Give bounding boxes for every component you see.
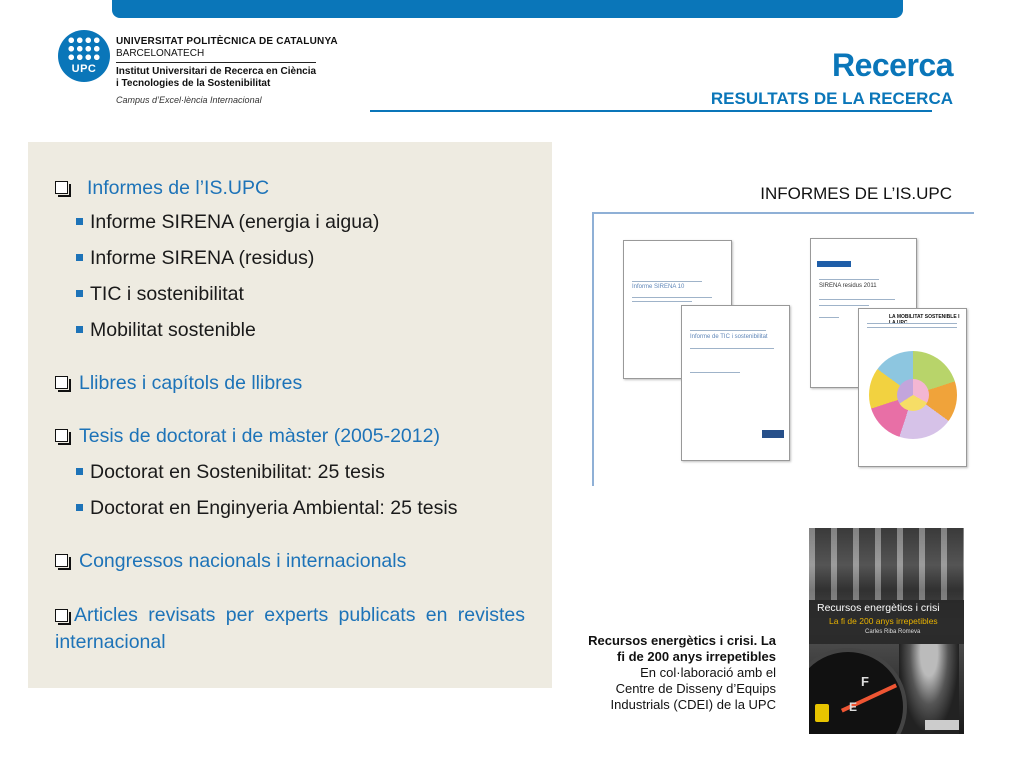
institute-line-1: Institut Universitari de Recerca en Ciència xyxy=(116,66,317,77)
book-cover-title: Recursos energètics i crisi xyxy=(817,602,940,614)
results-list xyxy=(55,176,525,656)
upc-logo xyxy=(58,30,110,82)
caption-title-2: fi de 200 anys irrepetibles xyxy=(617,649,776,664)
square-bullet-icon xyxy=(76,326,83,333)
caption-line: Industrials (CDEI) de la UPC xyxy=(610,697,776,712)
university-subname: BARCELONATECH xyxy=(116,48,205,59)
mobility-wheel-graphic xyxy=(869,351,957,439)
list-item-llibres xyxy=(55,371,525,395)
list-item-articles xyxy=(55,602,525,656)
subitem-label: Doctorat en Enginyeria Ambiental: 25 tesis xyxy=(90,497,458,519)
subitem-label: TIC i sostenibilitat xyxy=(90,283,244,305)
book-caption xyxy=(556,633,776,713)
list-item-informes xyxy=(55,176,525,200)
subitem-label: Mobilitat sostenible xyxy=(90,319,256,341)
university-name: UNIVERSITAT POLITÈCNICA DE CATALUNYA xyxy=(116,36,338,47)
square-bullet-icon xyxy=(76,504,83,511)
gauge-full-label: F xyxy=(861,674,869,689)
gauge-empty-label: E xyxy=(849,700,858,714)
organization-block xyxy=(116,36,338,90)
traffic-photo xyxy=(809,528,964,600)
checkbox-bullet-icon xyxy=(55,554,68,567)
checkbox-bullet-icon xyxy=(55,181,68,194)
section-label: Articles revisats per experts publicats en revistes internacional xyxy=(55,604,525,653)
book-cover-subtitle: La fi de 200 anys irrepetibles xyxy=(829,616,938,626)
caption-title-1: Recursos energètics i crisi. La xyxy=(588,633,776,648)
list-subitem xyxy=(55,318,525,342)
report-heading: SIRENA residus 2011 xyxy=(819,283,877,289)
publisher-logo xyxy=(925,720,959,730)
caption-line: En col·laboració amb el xyxy=(640,665,776,680)
caption-line: Centre de Disseny d’Equips xyxy=(615,681,776,696)
fuel-pump-icon xyxy=(815,704,829,722)
section-label: Informes de l’IS.UPC xyxy=(87,177,270,199)
list-item-congressos xyxy=(55,549,525,573)
institute-line-2: i Tecnologies de la Sostenibilitat xyxy=(116,78,271,89)
page-title: Recerca xyxy=(831,47,953,83)
section-label: Tesis de doctorat i de màster (2005-2012) xyxy=(79,425,440,447)
report-heading: Informe SIRENA 10 xyxy=(632,284,685,290)
report-heading: Informe de TIC i sostenibilitat xyxy=(690,334,768,340)
campus-tagline: Campus d’Excel·lència Internacional xyxy=(116,95,262,105)
logo-text: UPC xyxy=(71,63,97,75)
square-bullet-icon xyxy=(76,254,83,261)
org-divider xyxy=(116,62,316,63)
subitem-label: Informe SIRENA (residus) xyxy=(90,247,315,269)
report-thumbnail-mobilitat[interactable] xyxy=(858,308,967,467)
report-heading: LA MOBILITAT SOSTENIBLE I xyxy=(889,314,960,320)
square-bullet-icon xyxy=(76,218,83,225)
list-item-tesis xyxy=(55,424,525,448)
subitem-label: Doctorat en Sostenibilitat: 25 tesis xyxy=(90,461,385,483)
top-accent-bar xyxy=(112,0,903,18)
section-label: Llibres i capítols de llibres xyxy=(79,372,303,394)
square-bullet-icon xyxy=(76,290,83,297)
subitem-label: Informe SIRENA (energia i aigua) xyxy=(90,211,380,233)
page-subtitle: RESULTATS DE LA RECERCA xyxy=(710,89,953,108)
list-subitem xyxy=(55,460,525,484)
checkbox-bullet-icon xyxy=(55,376,68,389)
book-cover-author: Carles Riba Romeva xyxy=(865,629,921,635)
list-subitem xyxy=(55,246,525,270)
upc-seal-icon xyxy=(762,430,784,438)
checkbox-bullet-icon xyxy=(55,429,68,442)
list-subitem xyxy=(55,210,525,234)
checkbox-bullet-icon xyxy=(55,609,68,622)
header-rule xyxy=(370,110,932,112)
book-cover[interactable] xyxy=(809,528,964,734)
informes-heading: INFORMES DE L’IS.UPC xyxy=(760,184,952,203)
list-subitem xyxy=(55,282,525,306)
logo-dots-icon xyxy=(67,36,101,62)
section-label: Congressos nacionals i internacionals xyxy=(79,550,407,572)
header-badge-icon xyxy=(817,261,851,267)
list-subitem xyxy=(55,496,525,520)
square-bullet-icon xyxy=(76,468,83,475)
report-thumbnail-tic[interactable] xyxy=(681,305,790,461)
